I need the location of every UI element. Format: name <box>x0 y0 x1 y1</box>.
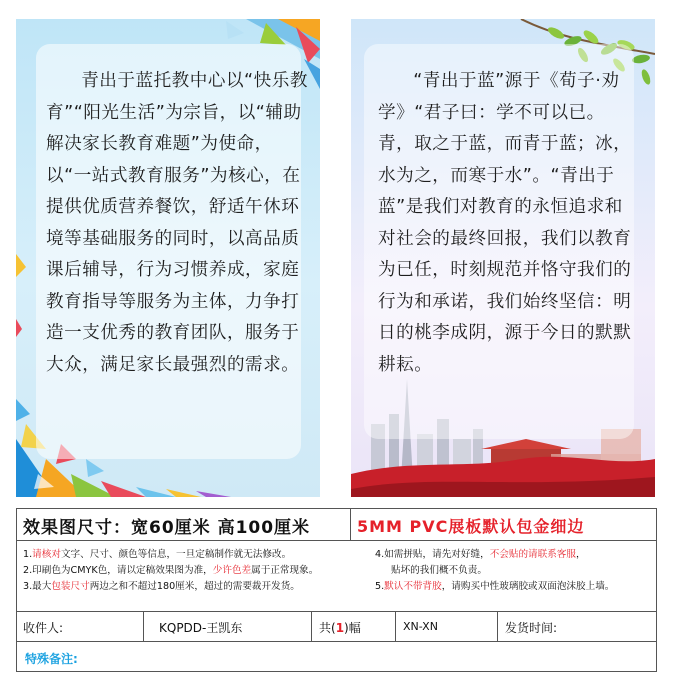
left-display-board <box>16 19 320 497</box>
size-title: 效果图尺寸：宽60厘米 高100厘米 <box>23 518 311 538</box>
right-panel-text: “青出于蓝”源于《荀子·劝学》“君子曰：学不可以已。青，取之于蓝，而青于蓝；冰，水为之，而寒于水”。“青出于蓝”是我们对教育的永恒追求和对社会的最终回报，我们以教育为已任，时刻规范并恪守我们的行为和承诺，我们始终坚信：明日的桃李成阴，源于今日的默默耕耘。 <box>378 71 632 375</box>
order-info-table <box>16 508 657 672</box>
note-4-continued: 贴坏的我们概不负责。 <box>391 565 487 576</box>
divider <box>143 612 144 641</box>
note-1: 1.请核对文字、尺寸、颜色等信息，一旦定稿制作就无法修改。 <box>23 549 292 560</box>
code-value: XN-XN <box>403 620 438 633</box>
note-4: 4.如需拼贴，请先对好缝，不会贴的请联系客服， <box>375 549 586 560</box>
divider <box>311 612 312 641</box>
divider <box>350 509 351 540</box>
divider <box>497 612 498 641</box>
ship-time-label: 发货时间: <box>505 621 558 635</box>
pvc-board-title: 5MM PVC展板默认包金细边 <box>357 517 585 536</box>
right-display-board <box>351 19 655 497</box>
divider <box>395 612 396 641</box>
size-row <box>17 509 656 541</box>
receiver-value: KQPDD-王凯东 <box>159 621 243 635</box>
receiver-row <box>17 612 656 642</box>
special-notes-row <box>17 642 656 672</box>
note-5: 5.默认不带背胶，请购买中性玻璃胶或双面泡沫胶上墙。 <box>375 581 615 592</box>
left-panel-text: 青出于蓝托教中心以“快乐教育”“阳光生活”为宗旨，以“辅助解决家长教育难题”为使命，以“一站式教育服务”为核心，在提供优质营养餐饮，舒适午休环境等基础服务的同时，以高品质课后辅导，行为习惯养成，家庭教育指导等服务为主体，力争打造一支优秀的教育团队，服务于大众，满足家长最强烈的需求。 <box>46 71 308 375</box>
special-notes-label: 特殊备注: <box>25 652 78 666</box>
note-3: 3.最大包装尺寸两边之和不超过180厘米，超过的需要裁开发货。 <box>23 581 300 592</box>
note-2: 2.印刷色为CMYK色，请以定稿效果图为准，少许色差属于正常现象。 <box>23 565 319 576</box>
notes-row <box>17 541 656 612</box>
receiver-label: 收件人: <box>23 621 64 635</box>
board-count: 共(1)幅 <box>319 621 361 635</box>
